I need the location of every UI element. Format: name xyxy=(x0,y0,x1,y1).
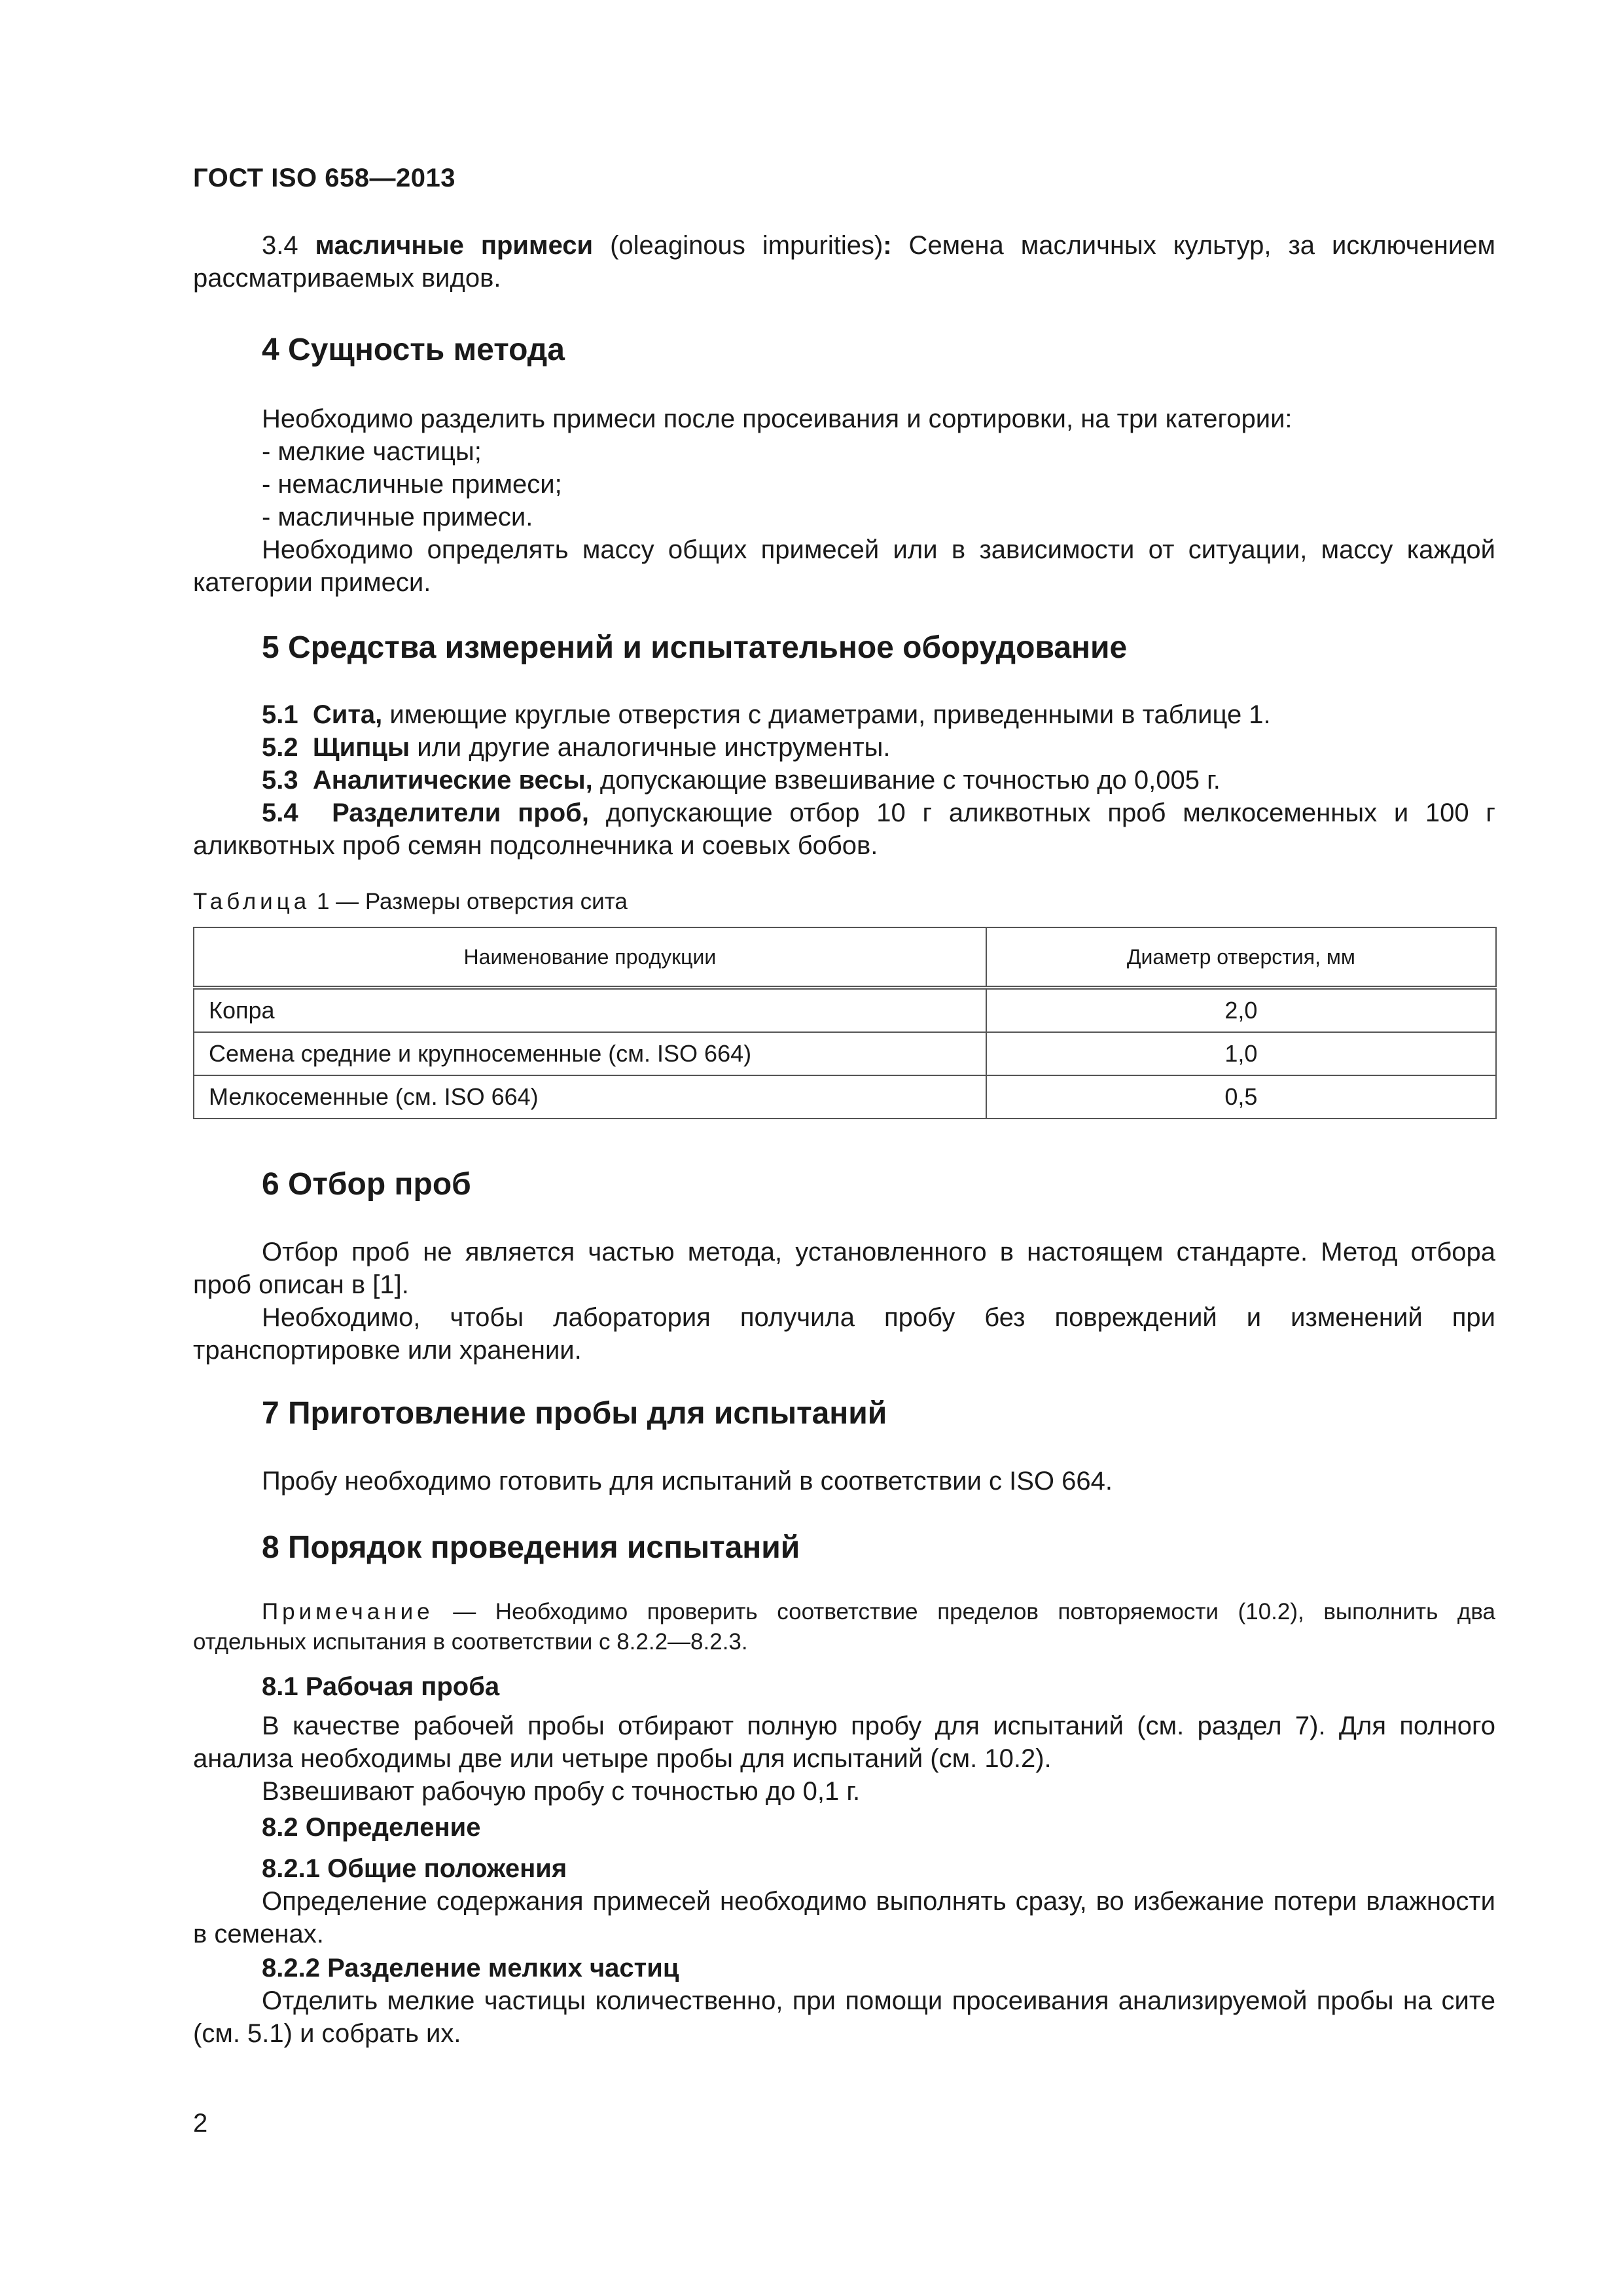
clause-term-en: (oleaginous impurities) xyxy=(593,231,883,260)
section-6-paragraph: Отбор проб не является частью метода, установленного в настоящем стандарте. Метод отбора проб описан в [1]. xyxy=(193,1238,1495,1299)
page-number: 2 xyxy=(193,2109,208,2138)
subsection-8-2-2-body xyxy=(193,1984,1495,2050)
table-caption xyxy=(193,889,628,915)
item-text: или другие аналогичные инструменты. xyxy=(410,733,891,762)
item-term: Разделители проб, xyxy=(332,798,589,827)
table-cell: 1,0 xyxy=(986,1032,1496,1075)
note-paragraph xyxy=(193,1597,1495,1657)
section-8-note xyxy=(193,1597,1495,1657)
item-term: Щипцы xyxy=(312,733,410,762)
equipment-item xyxy=(193,698,1495,731)
equipment-item xyxy=(193,764,1495,797)
subsection-8-1-paragraph: Взвешивают рабочую пробу с точностью до 0,1 г. xyxy=(262,1777,861,1806)
table-header-row xyxy=(194,927,1496,988)
item-term: Сита, xyxy=(312,700,383,729)
table-cell: Копра xyxy=(194,988,986,1032)
list-item: - мелкие частицы; xyxy=(262,437,482,466)
item-text: допускающие отбор 10 г аликвотных проб мелкосеменных и 100 г аликвотных проб семян подсолнечника и соевых бобов. xyxy=(193,798,1496,860)
column-header: Диаметр отверстия, мм xyxy=(986,927,1496,988)
subsection-8-2-1-paragraph: Определение содержания примесей необходимо выполнять сразу, во избежание потери влажности в семенах. xyxy=(193,1887,1495,1948)
item-text: допускающие взвешивание с точностью до 0,005 г. xyxy=(592,766,1221,795)
list-item: - немасличные примеси; xyxy=(262,470,562,499)
section-6-body xyxy=(193,1236,1495,1367)
subsection-8-2-1-title: 8.2.1 Общие положения xyxy=(262,1854,567,1883)
item-number: 5.2 xyxy=(262,733,298,762)
table-row xyxy=(194,1075,1496,1119)
column-header: Наименование продукции xyxy=(194,927,986,988)
subsection-8-1-title: 8.1 Рабочая проба xyxy=(262,1672,500,1701)
section-4-outro: Необходимо определять массу общих примесей или в зависимости от ситуации, массу каждой категории примеси. xyxy=(193,535,1495,597)
section-5-body xyxy=(193,698,1495,862)
subsection-8-2-1-body xyxy=(193,1885,1495,1950)
equipment-item xyxy=(193,797,1495,862)
clause-number: 3.4 xyxy=(262,231,298,260)
clause-term: масличные примеси xyxy=(315,231,594,260)
note-text: — Необходимо проверить соответствие пределов повторяемости (10.2), выполнить два отдельных испытания в соответствии с 8.2.2—8.2.3. xyxy=(193,1599,1495,1655)
item-number: 5.3 xyxy=(262,766,298,795)
item-term: Аналитические весы, xyxy=(312,766,593,795)
list-item: - масличные примеси. xyxy=(262,503,533,531)
clause-definition: Семена масличных культур, за исключением рассматриваемых видов. xyxy=(193,231,1495,293)
item-number: 5.1 xyxy=(262,700,298,729)
subsection-8-1-paragraph: В качестве рабочей пробы отбирают полную пробу для испытаний (см. раздел 7). Для полного анализа необходимы две или четыре пробы для испытаний (см. 10.2). xyxy=(193,1712,1495,1773)
clause-3-4 xyxy=(193,229,1495,295)
item-text: имеющие круглые отверстия с диаметрами, приведенными в таблице 1. xyxy=(382,700,1271,729)
document-header: ГОСТ ISO 658—2013 xyxy=(193,164,455,192)
section-7-body xyxy=(193,1465,1495,1498)
note-label: Примечание xyxy=(262,1599,434,1624)
section-5-title: 5 Средства измерений и испытательное оборудование xyxy=(262,630,1128,665)
table-row xyxy=(194,1032,1496,1075)
subsection-8-2-2-title: 8.2.2 Разделение мелких частиц xyxy=(262,1954,679,1982)
table-cell: Семена средние и крупносеменные (см. ISO 664) xyxy=(194,1032,986,1075)
table-cell: 0,5 xyxy=(986,1075,1496,1119)
subsection-8-1-body xyxy=(193,1710,1495,1808)
section-6-paragraph: Необходимо, чтобы лаборатория получила пробу без повреждений и изменений при транспортировке или хранении. xyxy=(193,1303,1495,1365)
equipment-item xyxy=(193,731,1495,764)
table-caption-text: 1 — Размеры отверстия сита xyxy=(310,889,628,914)
table-caption-label: Таблица xyxy=(193,889,311,914)
section-4-intro: Необходимо разделить примеси после просеивания и сортировки, на три категории: xyxy=(262,404,1293,433)
item-number: 5.4 xyxy=(262,798,298,827)
clause-colon: : xyxy=(883,231,892,260)
table-row xyxy=(194,988,1496,1032)
subsection-8-2-2-paragraph: Отделить мелкие частицы количественно, при помощи просеивания анализируемой пробы на сите (см. 5.1) и собрать их. xyxy=(193,1986,1495,2048)
table-cell: 2,0 xyxy=(986,988,1496,1032)
section-7-title: 7 Приготовление пробы для испытаний xyxy=(262,1396,887,1431)
section-7-paragraph: Пробу необходимо готовить для испытаний в соответствии с ISO 664. xyxy=(262,1467,1113,1496)
clause-3-4-paragraph xyxy=(193,229,1495,295)
section-4-title: 4 Сущность метода xyxy=(262,332,565,367)
section-4-body xyxy=(193,403,1495,599)
table-cell: Мелкосеменные (см. ISO 664) xyxy=(194,1075,986,1119)
sieve-table xyxy=(193,927,1497,1119)
subsection-8-2-title: 8.2 Определение xyxy=(262,1813,481,1842)
section-8-title: 8 Порядок проведения испытаний xyxy=(262,1530,800,1565)
section-6-title: 6 Отбор проб xyxy=(262,1167,471,1202)
